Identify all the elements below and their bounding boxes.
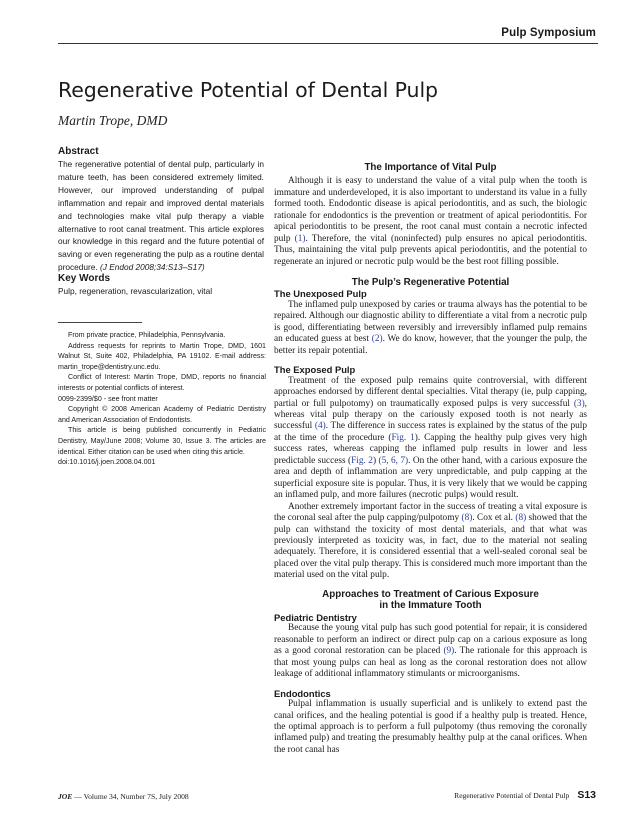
footnotes: [58, 330, 266, 468]
header-rule: [58, 43, 598, 44]
section-importance: [274, 162, 587, 268]
subheading-pediatric: Pediatric Dentistry: [274, 611, 357, 623]
abstract-text: [58, 158, 264, 274]
heading-approaches: [274, 589, 587, 612]
footnote-rule: [58, 322, 142, 323]
paragraph-exposed-1: Treatment of the exposed pulp remains quite controversial, with different approaches endorsed by different dental specialties. Vital therapy (ie, pulp capping, partial or full pulpotomy) on traumatically exposed pulps is very successful (3), whereas vital pulp therapy on the cariously exposed tooth is not nearly as successful (4). The difference in success rates is explained by the status of the pulp at the time of the procedure (Fig. 1). Capping the healthy pulp gives very high success rates, whereas capping the inflamed pulp results in lower and less predictable success (Fig. 2) (5, 6, 7). On the other hand, with a carious exposure the area and depth of inflammation are very unpredictable, and pulp capping at the superficial exposure site is popular. Thus, it is very likely that we would be capping an inflamed pulp, and more failures (necrotic pulps) would result.: [274, 375, 587, 501]
abstract-citation: (J Endod 2008;34:S13–S17): [99, 262, 205, 273]
heading-importance: The Importance of Vital Pulp: [364, 162, 497, 173]
footnote-copyright: Copyright © 2008 American Academy of Pediatric Dentistry and American Association of Endodontists.: [58, 405, 266, 424]
citation-ref[interactable]: (9): [443, 646, 455, 657]
citation-ref[interactable]: (1): [294, 233, 306, 244]
heading-regenerative: The Pulp’s Regenerative Potential: [351, 277, 510, 288]
section-approaches: [274, 589, 587, 756]
author-name: Martin Trope, DMD: [58, 113, 168, 128]
subheading-endodontics: Endodontics: [274, 687, 331, 699]
footnote-address: Address requests for reprints to Martin Trope, DMD, 1601 Walnut St, Suite 402, Philadelphia, PA 19102. E-mail address: martin_trope@dentistry.unc.edu.: [58, 341, 266, 371]
footer-volume: — Volume 34, Number 7S, July 2008: [72, 792, 189, 801]
citation-ref[interactable]: (5, 6, 7): [378, 455, 409, 466]
heading-approaches-line1: Approaches to Treatment of Carious Exposure: [322, 589, 539, 600]
footnote-conflict: Conflict of Interest: Martin Trope, DMD, reports no financial interests or potential conflicts of interest.: [58, 373, 266, 392]
abstract-body-text: The regenerative potential of dental pulp, particularly in mature teeth, has been considered extremely limited. However, our improved understanding of pulpal inflammation and repair and improved dental materials and technologies make vital pulp therapy a viable alternative to root canal treatment. This article explores our knowledge in this regard and the future potential of saving or even regenerating the pulp as a routine dental procedure.: [58, 159, 264, 273]
footnote-doi: doi:10.1016/j.joen.2008.04.001: [58, 458, 156, 467]
footer-journal-info: [58, 792, 189, 801]
citation-ref[interactable]: (8): [461, 513, 473, 524]
paragraph-importance: Although it is easy to understand the value of a vital pulp when the tooth is immature and underdeveloped, it is also important to understand its value in a fully formed tooth. Endodontic disease is apical periodontitis, and as such, the biologic rationale for endodontics is the prevention or treatment of apical periodontitis. For apical periodontitis to be present, the root canal must contain a necrotic infected pulp (1). Therefore, the vital (noninfected) pulp ensures no apical periodontitis. Thus, maintaining the vital pulp prevents apical periodontitis, and the potential to regenerate an injured or necrotic pulp would be the best root filling possible.: [274, 176, 587, 267]
footer-right: [454, 789, 596, 801]
paragraph-unexposed: The inflamed pulp unexposed by caries or trauma always has the potential to be repaired. Although our diagnostic ability to differentiate a vital from a necrotic pulp is good, differentiating between reversibly and irreversibly inflamed pulp remains an educated guess at best (2). We do know, however, that the younger the pulp, the better its repair potential.: [274, 299, 587, 356]
footnote-affiliation: From private practice, Philadelphia, Pennsylvania.: [68, 331, 226, 339]
footnote-issn: 0099-2399/$0 - see front matter: [58, 394, 158, 403]
citation-ref[interactable]: Fig. 1: [391, 432, 415, 443]
citation-ref[interactable]: (8): [515, 513, 527, 524]
paragraph-endodontics: Pulpal inflammation is usually superficial and is unlikely to extend past the canal orifices, and the healing potential is good if a healthy pulp is treated. Hence, the optimal approach is to perform a full pulpotomy (thus removing the coronally inflamed pulp) and treating the presumably healthy pulp at the canal orifices. When the root canal has: [274, 699, 587, 755]
paragraph-exposed-2: Another extremely important factor in the success of treating a vital exposure is the coronal seal after the pulp capping/pulpotomy (8). Cox et al. (8) showed that the pulp can withstand the toxicity of most dental materials, and that what was previously interpreted as toxicity was, in fact, due to the material not sealing adequately. Therefore, it is considered essential that a well-sealed coronal seal be placed over the vital pulp therapy. This is considered much more important than the material used on the vital pulp.: [274, 501, 587, 581]
abstract-heading: Abstract: [58, 146, 99, 157]
footer-journal-abbrev: JOE: [58, 792, 73, 801]
heading-approaches-line2: in the Immature Tooth: [379, 600, 482, 612]
citation-ref[interactable]: Fig. 2: [351, 455, 373, 466]
keywords-text: Pulp, regeneration, revascularization, vital: [58, 286, 213, 296]
subheading-unexposed: The Unexposed Pulp: [274, 288, 367, 300]
subheading-exposed: The Exposed Pulp: [274, 364, 356, 376]
footnote-concurrent: This article is being published concurrently in Pediatric Dentistry, May/June 2008; Volume 30, Issue 3. The articles are identical. Either citation can be used when citing this article.: [58, 426, 266, 456]
keywords-heading: Key Words: [58, 273, 111, 284]
paragraph-pediatric: Because the young vital pulp has such good potential for repair, it is considered reasonable to perform an indirect or direct pulp cap on a carious exposure as long as a good coronal restoration can be placed (9). The rationale for this approach is that most young pulps can heal as long as the coronal restoration does not allow leakage of additional inflammatory stimulants or microorganisms.: [274, 623, 587, 680]
article-title: Regenerative Potential of Dental Pulp: [58, 78, 438, 102]
citation-ref[interactable]: (4): [314, 421, 326, 432]
section-label: Pulp Symposium: [501, 27, 596, 39]
page-number: S13: [577, 789, 596, 801]
citation-ref[interactable]: (3): [573, 398, 585, 409]
citation-ref[interactable]: (2): [371, 334, 383, 345]
footer-running-title: Regenerative Potential of Dental Pulp: [454, 791, 570, 800]
section-regenerative: [274, 277, 587, 582]
